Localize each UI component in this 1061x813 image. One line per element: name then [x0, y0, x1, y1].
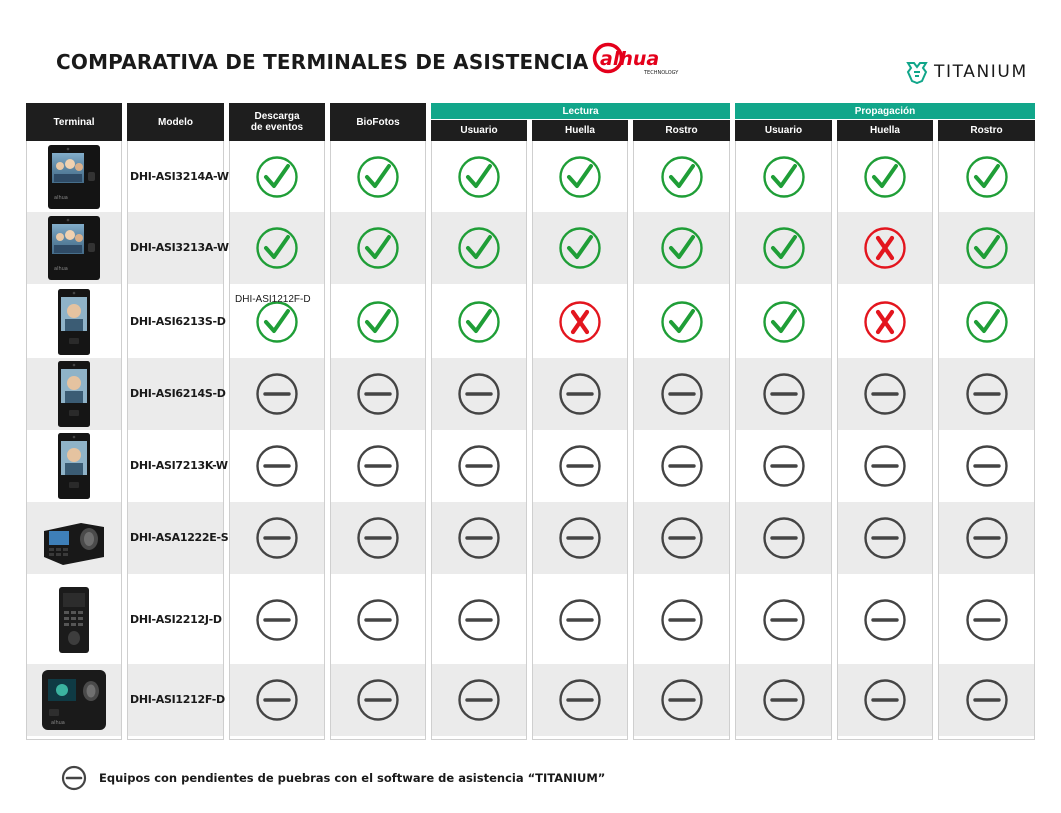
minus-circle-icon	[558, 598, 602, 642]
minus-circle-icon	[255, 598, 299, 642]
minus-circle-icon	[863, 372, 907, 416]
svg-text:alhua: alhua	[54, 195, 68, 201]
legend	[61, 765, 605, 791]
minus-circle-icon	[965, 444, 1009, 488]
model-name: DHI-ASI2212J-D	[130, 613, 222, 626]
minus-circle-icon	[457, 372, 501, 416]
terminal-image	[41, 509, 107, 567]
check-circle-icon	[965, 300, 1009, 344]
minus-circle-icon	[965, 598, 1009, 642]
minus-circle-icon	[762, 516, 806, 560]
header-line: de eventos	[250, 122, 304, 133]
legend-text: Equipos con pendientes de puebras con el software de asistencia “TITANIUM”	[99, 771, 606, 785]
minus-circle-icon	[356, 598, 400, 642]
check-circle-icon	[356, 155, 400, 199]
face-terminal-tall-icon	[57, 432, 91, 500]
svg-text:TECHNOLOGY: TECHNOLOGY	[644, 70, 679, 76]
minus-circle-icon	[558, 444, 602, 488]
minus-circle-icon	[61, 765, 87, 791]
minus-circle-icon	[255, 678, 299, 722]
minus-circle-icon	[457, 516, 501, 560]
minus-circle-icon	[255, 444, 299, 488]
header-line: Descarga	[254, 111, 300, 122]
header-huella: Huella	[837, 120, 933, 141]
face-terminal-square-icon	[46, 144, 102, 210]
fingerprint-face-terminal-icon	[39, 667, 109, 733]
minus-circle-icon	[558, 516, 602, 560]
header-descarga	[229, 103, 325, 141]
terminal-image	[46, 144, 102, 210]
minus-circle-icon	[965, 516, 1009, 560]
minus-circle-icon	[558, 372, 602, 416]
check-circle-icon	[660, 300, 704, 344]
header-modelo: Modelo	[127, 103, 224, 141]
terminal-image	[57, 288, 91, 356]
check-circle-icon	[660, 155, 704, 199]
header-group-propagacion: Propagación	[735, 103, 1035, 119]
terminal-image	[39, 667, 109, 733]
face-terminal-tall-icon	[57, 288, 91, 356]
minus-circle-icon	[863, 678, 907, 722]
header-huella: Huella	[532, 120, 628, 141]
header-group-lectura: Lectura	[431, 103, 730, 119]
minus-circle-icon	[965, 678, 1009, 722]
model-name: DHI-ASI3213A-W	[130, 241, 229, 254]
check-circle-icon	[255, 300, 299, 344]
header-terminal: Terminal	[26, 103, 122, 141]
fingerprint-terminal-icon	[41, 509, 107, 567]
check-circle-icon	[356, 300, 400, 344]
minus-circle-icon	[660, 598, 704, 642]
minus-circle-icon	[660, 678, 704, 722]
check-circle-icon	[863, 155, 907, 199]
minus-circle-icon	[762, 444, 806, 488]
minus-circle-icon	[255, 372, 299, 416]
terminal-image	[57, 432, 91, 500]
check-circle-icon	[457, 155, 501, 199]
minus-circle-icon	[863, 598, 907, 642]
minus-circle-icon	[457, 678, 501, 722]
check-circle-icon	[457, 300, 501, 344]
minus-circle-icon	[255, 516, 299, 560]
minus-circle-icon	[762, 598, 806, 642]
check-circle-icon	[965, 226, 1009, 270]
terminal-image	[46, 215, 102, 281]
model-name: DHI-ASI6213S-D	[130, 315, 226, 328]
model-name: DHI-ASI1212F-D	[130, 693, 225, 706]
check-circle-icon	[660, 226, 704, 270]
minus-circle-icon	[356, 372, 400, 416]
check-circle-icon	[965, 155, 1009, 199]
header-rostro: Rostro	[938, 120, 1035, 141]
x-circle-icon	[558, 300, 602, 344]
minus-circle-icon	[457, 444, 501, 488]
minus-circle-icon	[356, 678, 400, 722]
minus-circle-icon	[762, 372, 806, 416]
header-usuario: Usuario	[735, 120, 832, 141]
minus-circle-icon	[356, 516, 400, 560]
titanium-wordmark: TITANIUM	[934, 62, 1028, 82]
check-circle-icon	[762, 155, 806, 199]
minus-circle-icon	[660, 444, 704, 488]
check-circle-icon	[457, 226, 501, 270]
minus-circle-icon	[863, 516, 907, 560]
page-title: COMPARATIVA DE TERMINALES DE ASISTENCIA	[56, 50, 589, 74]
svg-text:alhua: alhua	[54, 266, 68, 272]
check-circle-icon	[255, 155, 299, 199]
header-usuario: Usuario	[431, 120, 527, 141]
check-circle-icon	[558, 226, 602, 270]
check-circle-icon	[255, 226, 299, 270]
face-terminal-tall-icon	[57, 360, 91, 428]
check-circle-icon	[762, 226, 806, 270]
terminal-image	[57, 360, 91, 428]
x-circle-icon	[863, 300, 907, 344]
model-name: DHI-ASI6214S-D	[130, 387, 226, 400]
model-name: DHI-ASI3214A-W	[130, 170, 229, 183]
x-circle-icon	[863, 226, 907, 270]
minus-circle-icon	[457, 598, 501, 642]
minus-circle-icon	[356, 444, 400, 488]
minus-circle-icon	[558, 678, 602, 722]
minus-circle-icon	[660, 372, 704, 416]
model-name: DHI-ASA1222E-S	[130, 531, 229, 544]
keypad-terminal-icon	[57, 586, 91, 654]
header-rostro: Rostro	[633, 120, 730, 141]
check-circle-icon	[356, 226, 400, 270]
floating-model-label: DHI-ASI1212F-D	[235, 294, 311, 305]
header-biofotos: BioFotos	[330, 103, 426, 141]
minus-circle-icon	[762, 678, 806, 722]
check-circle-icon	[762, 300, 806, 344]
svg-text:alhua: alhua	[600, 48, 660, 70]
terminal-image	[57, 586, 91, 654]
check-circle-icon	[558, 155, 602, 199]
model-name: DHI-ASI7213K-W	[130, 459, 228, 472]
minus-circle-icon	[660, 516, 704, 560]
svg-text:alhua: alhua	[51, 720, 65, 726]
face-terminal-square-icon	[46, 215, 102, 281]
minus-circle-icon	[965, 372, 1009, 416]
minus-circle-icon	[863, 444, 907, 488]
